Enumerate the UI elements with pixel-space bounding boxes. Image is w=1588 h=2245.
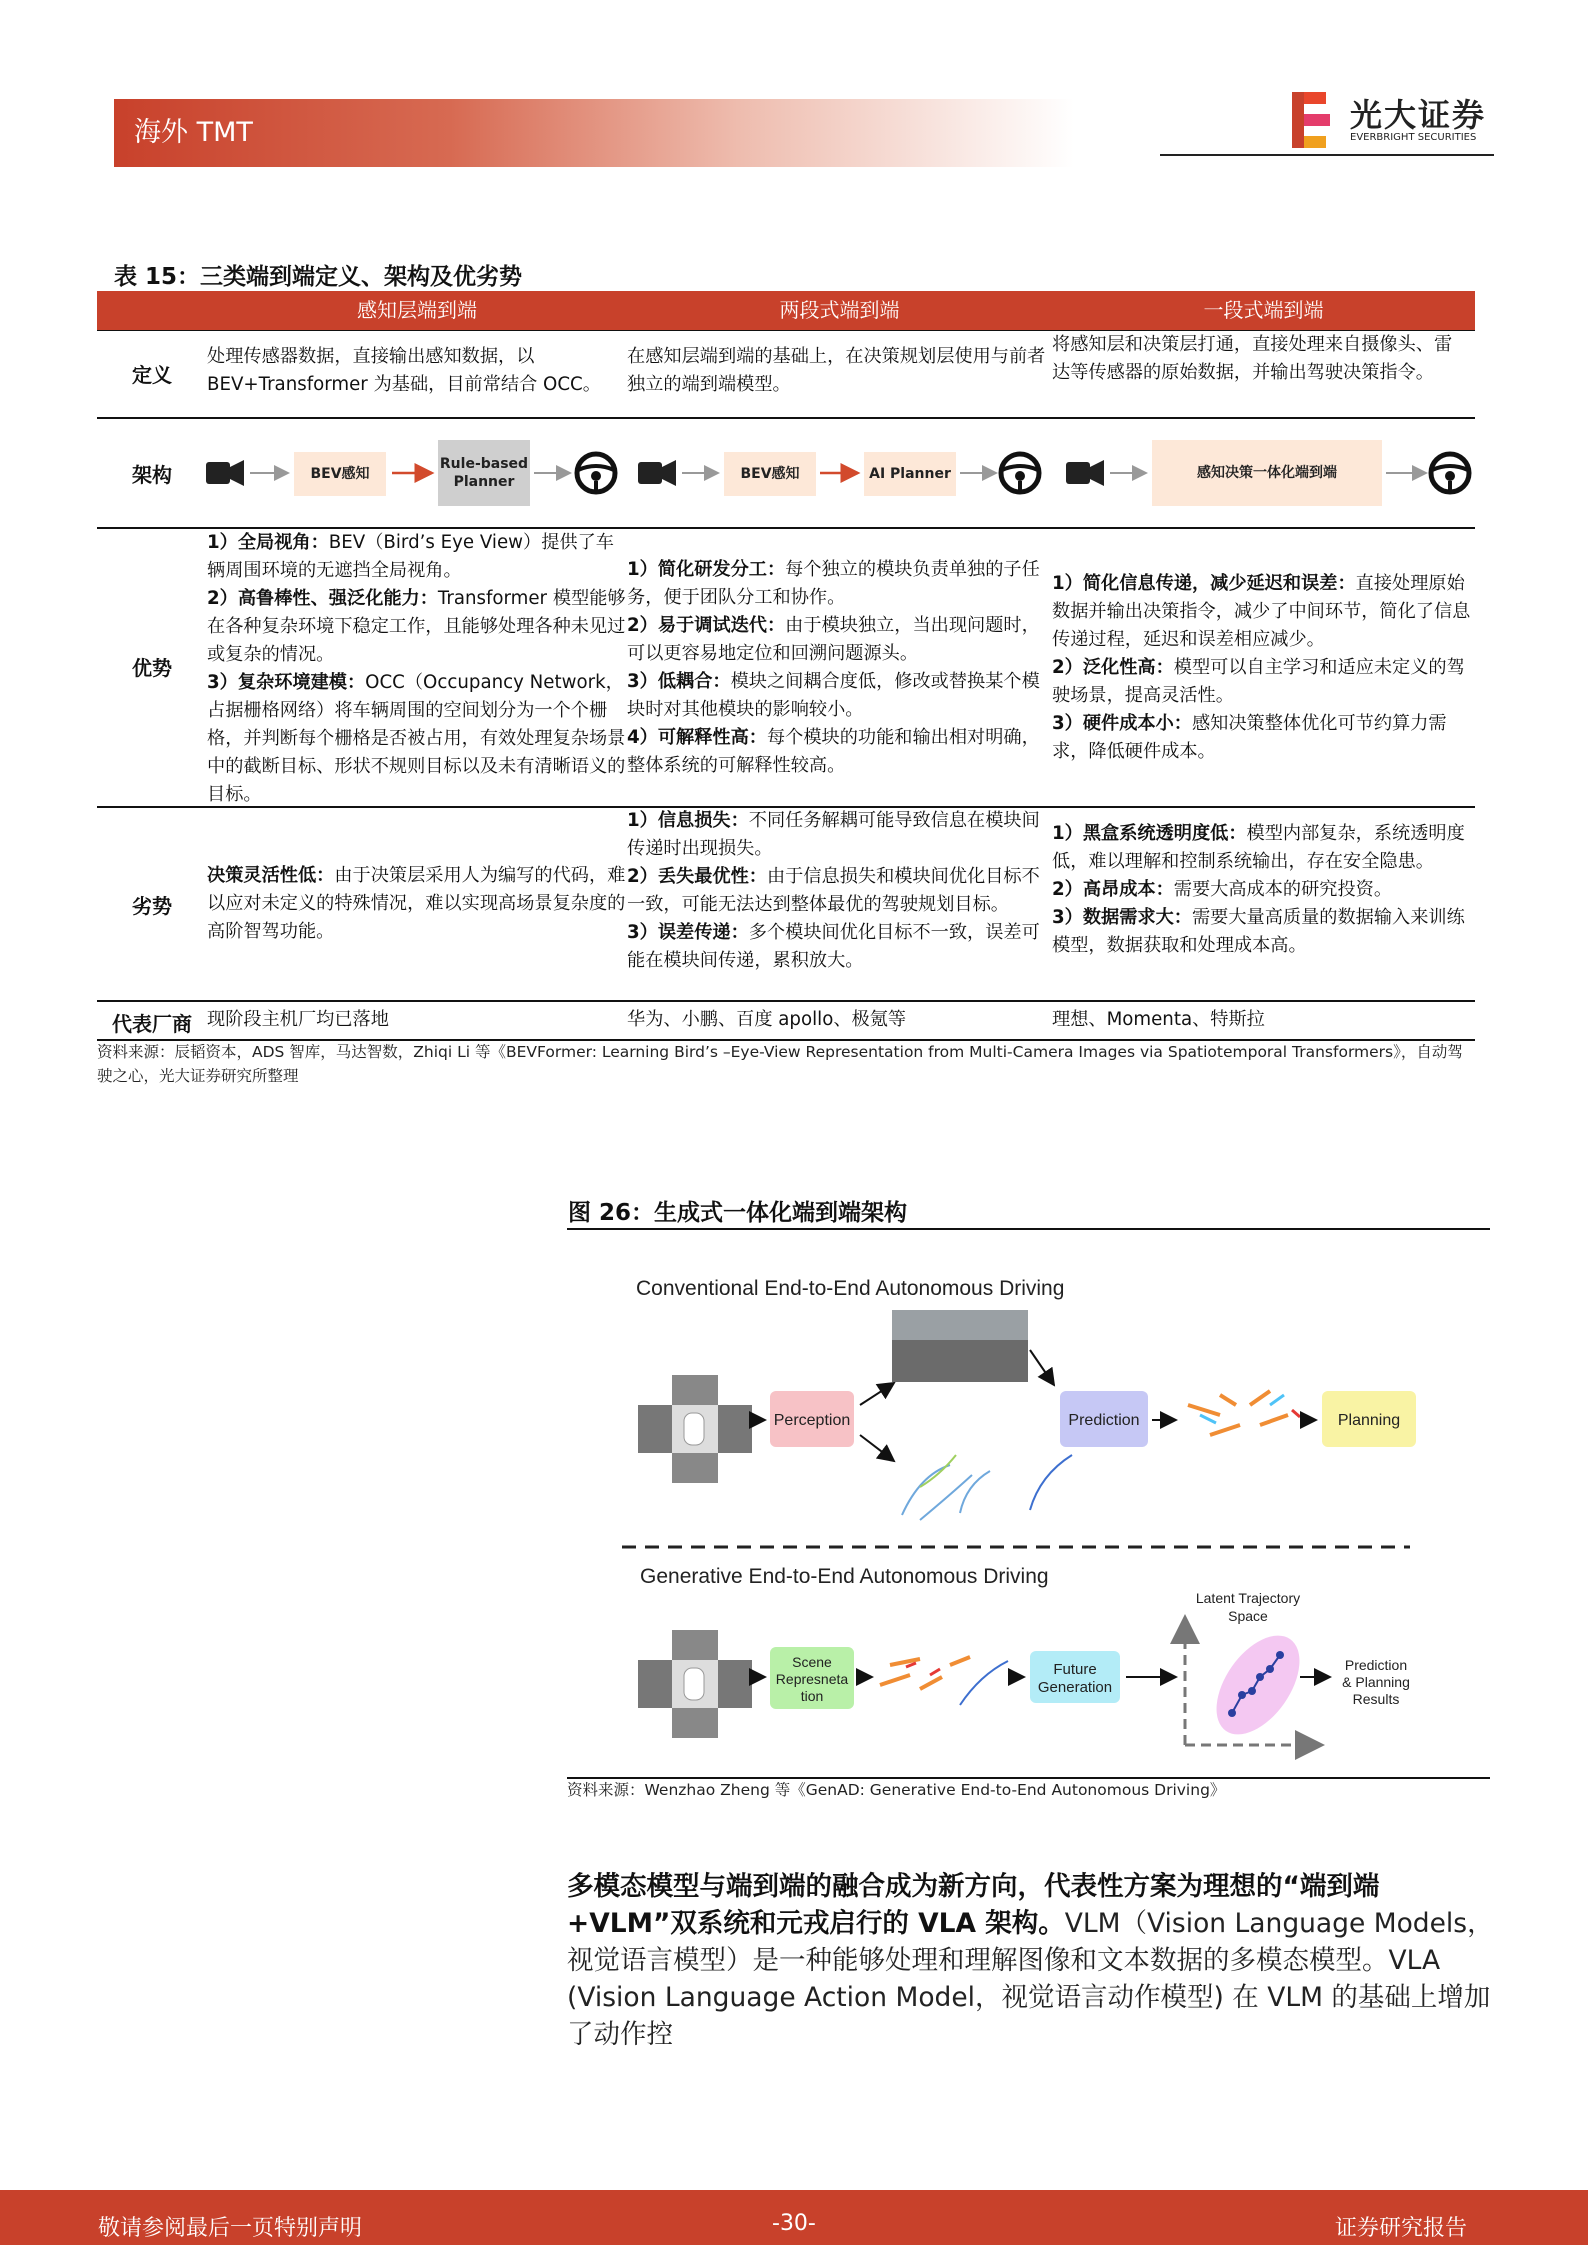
item-heading: 2）易于调试迭代： [627,615,786,636]
list-item [1052,654,1472,710]
item-heading: 1）简化信息传递，减少延迟和误差： [1052,573,1356,594]
footer-bar [0,2190,1588,2245]
disadvantages-perception [207,862,627,946]
item-heading: 2）高昂成本： [1052,879,1174,900]
column-header-one-stage: 一段式端到端 [1203,298,1324,322]
row-label-architecture: 架构 [132,463,172,487]
steering-wheel-icon [577,454,615,492]
item-text: 需要大高成本的研究投资。 [1173,879,1393,900]
item-heading: 2）泛化性高： [1052,657,1174,678]
item-text: 由于模块独立，当出现问题时，可以更容易地定位和回溯问题源头。 [627,615,1040,664]
list-item [627,556,1045,612]
bev-perception-box: BEV感知 [310,466,370,482]
item-text: 每个模块的功能和输出相对明确，整体系统的可解释性较高。 [627,727,1040,776]
column-header-perception: 感知层端到端 [357,298,477,322]
generative-title: Generative End-to-End Autonomous Driving [640,1565,1049,1588]
item-text: 模块之间耦合度低，修改或替换某个模块时对其他模块的影响较小。 [627,671,1040,720]
latent-space-ellipse [1200,1621,1317,1749]
list-item [627,919,1045,975]
vendors-two-stage: 华为、小鹏、百度 apollo、极氪等 [627,1009,907,1030]
list-item [207,585,627,669]
result-label-3: Results [1352,1691,1400,1707]
column-header-two-stage: 两段式端到端 [779,298,900,322]
definition-two-stage: 在感知层端到端的基础上，在决策规划层使用与前者独立的端到端模型。 [627,346,1046,395]
item-text: BEV（Bird’s Eye View）提供了车辆周围环境的无遮挡全局视角。 [207,532,614,581]
footer-report-type: 证券研究报告 [1335,2216,1468,2241]
item-heading: 4）可解释性高： [627,727,767,748]
list-item [627,724,1045,780]
item-text: 多个模块间优化目标不一致，误差可能在模块间传递，累积放大。 [627,922,1040,971]
item-text: 由于决策层采用人为编写的代码，难以应对未定义的特殊情况，难以实现高场景复杂度的高阶智驾功能。 [207,865,626,942]
logo [1292,90,1492,150]
scene-label-2: Represneta [775,1671,849,1687]
scene-label-3: tion [800,1688,824,1704]
prediction-box: Prediction [1068,1412,1140,1429]
item-heading: 1）全局视角： [207,532,329,553]
item-text: 感知决策整体优化可节约算力需求，降低硬件成本。 [1052,713,1447,762]
item-heading: 2）高鲁棒性、强泛化能力： [207,588,438,609]
future-label-2: Generation [1037,1679,1113,1696]
list-item [627,807,1045,863]
rule-based-planner-box [438,440,530,506]
item-heading: 1）信息损失： [627,810,749,831]
vendors-perception: 现阶段主机厂均已落地 [207,1009,389,1030]
list-item [1052,904,1472,960]
row-divider [97,417,1475,419]
scene-label-1: Scene [792,1654,832,1670]
future-label-1: Future [1053,1661,1097,1678]
camera-icon [1066,460,1104,486]
logo-mark-icon [1292,92,1330,148]
table-title: 表 15：三类端到端定义、架构及优劣势 [114,264,523,290]
list-item [627,863,1045,919]
item-heading: 1）黑盒系统透明度低： [1052,823,1247,844]
item-heading: 3）误差传递： [627,922,749,943]
item-heading: 3）复杂环境建模： [207,672,366,693]
paragraph-text: VLM（Vision Language Models，视觉语言模型）是一种能够处理和理解图像和文本数据的多模态模型。VLA (Vision Language Action Model，视觉语言动作模型) 在 VLM 的基础上增加了动作控 [567,1908,1494,2050]
item-text: 直接处理原始数据并输出决策指令，减少了中间环节，简化了信息传递过程，延迟和误差相应减少。 [1052,573,1471,650]
disadvantages-two-stage [627,807,1045,975]
bev-perception-box-2: BEV感知 [740,466,800,482]
list-item [1052,570,1472,654]
header-band [114,99,1074,167]
disadvantages-one-stage [1052,820,1472,960]
figure-title: 图 26：生成式一体化端到端架构 [568,1200,908,1226]
advantages-two-stage [627,556,1045,780]
row-label-vendors: 代表厂商 [112,1012,192,1036]
item-heading: 2）丢失最优性： [627,866,767,887]
definition-perception: 处理传感器数据，直接输出感知数据，以BEV+Transformer 为基础，目前常结合 OCC。 [207,346,601,395]
definition-one-stage: 将感知层和决策层打通，直接处理来自摄像头、雷达等传感器的原始数据，并输出驾驶决策指令。 [1052,334,1453,383]
page-number: -30- [772,2211,816,2236]
paragraph-bold-lead: 多模态模型与端到端的融合成为新方向，代表性方案为理想的“端到端+VLM”双系统和元戎启行的 VLA 架构。 [567,1871,1380,1939]
list-item [207,862,627,946]
logo-text-cn: 光大证券 [1350,96,1487,134]
item-heading: 3）硬件成本小： [1052,713,1192,734]
list-item [1052,710,1472,766]
camera-icon [206,460,244,486]
item-text: 模型可以自主学习和适应未定义的驾驶场景，提高灵活性。 [1052,657,1465,706]
genad-figure [620,1265,1450,1765]
list-item [1052,820,1472,876]
multi-camera-image [638,1375,752,1483]
planning-box: Planning [1337,1412,1401,1429]
item-heading: 决策灵活性低： [207,865,335,886]
row-label-advantages: 优势 [132,656,172,680]
item-heading: 1）简化研发分工： [627,559,786,580]
header-divider [1160,154,1494,156]
item-heading: 3）数据需求大： [1052,907,1192,928]
advantages-perception [207,529,627,809]
item-text: 每个独立的模块负责单独的子任务，便于团队分工和协作。 [627,559,1040,608]
item-text: 模型内部复杂，系统透明度低，难以理解和控制系统输出，存在安全隐患。 [1052,823,1465,872]
rule-based-line-1: Rule-based [439,456,529,472]
figure-source: 资料来源：Wenzhao Zheng 等《GenAD: Generative End-to-End Autonomous Driving》 [567,1781,1226,1799]
result-label-1: Prediction [1344,1657,1408,1673]
latent-label-1: Latent Trajectory [1195,1590,1301,1606]
section-title: 海外 TMT [134,117,253,148]
logo-text-en: EVERBRIGHT SECURITIES [1350,132,1477,143]
steering-wheel-icon [1001,454,1039,492]
item-text: OCC（Occupancy Network，占据栅格网络）将车辆周围的空间划分为一个个栅格，并判断每个栅格是否被占用，有效处理复杂场景中的截断目标、形状不规则目标以及未有清晰语义的目标。 [207,672,626,805]
body-paragraph [567,1868,1497,2053]
list-item [1052,876,1472,904]
perception-box: Perception [773,1412,851,1429]
footer-disclaimer: 敬请参阅最后一页特别声明 [98,2216,363,2241]
vendors-one-stage: 理想、Momenta、特斯拉 [1052,1009,1265,1030]
steering-wheel-icon [1431,454,1469,492]
item-text: Transformer 模型能够在各种复杂环境下稳定工作，且能够处理各种未见过或复杂的情况。 [207,588,626,665]
figure-top-rule [567,1228,1490,1230]
one-stage-box: 感知决策一体化端到端 [1197,465,1337,481]
list-item [627,668,1045,724]
list-item [207,529,627,585]
advantages-one-stage [1052,570,1472,766]
row-label-disadvantages: 劣势 [132,894,172,918]
conventional-title: Conventional End-to-End Autonomous Driving [636,1277,1065,1300]
list-item [627,612,1045,668]
item-text: 不同任务解耦可能导致信息在模块间传递时出现损失。 [627,810,1040,859]
camera-icon [638,460,676,486]
multi-camera-image [638,1630,752,1738]
trajectory-sketch [1188,1391,1300,1435]
item-heading: 3）低耦合： [627,671,731,692]
row-label-definition: 定义 [132,363,172,387]
ai-planner-box: AI Planner [869,466,951,482]
item-text: 需要大量高质量的数据输入来训练模型，数据获取和处理成本高。 [1052,907,1465,956]
table-source: 资料来源：辰韬资本，ADS 智库，马达智数，Zhiqi Li 等《BEVFormer: Learning Bird’s –Eye-View Representation from Multi-Camera Images via Spatiotemporal Transformers》，自动驾驶之心，光大证券研究所整理 [97,1043,1463,1085]
latent-label-2: Space [1228,1608,1268,1624]
scene-sketch [880,1657,1008,1705]
list-item [207,669,627,809]
item-text: 由于信息损失和模块间优化目标不一致，可能无法达到整体最优的驾驶规划目标。 [627,866,1040,915]
row-divider [97,1000,1475,1002]
rule-based-line-2: Planner [453,474,515,490]
result-label-2: & Planning [1342,1674,1410,1690]
